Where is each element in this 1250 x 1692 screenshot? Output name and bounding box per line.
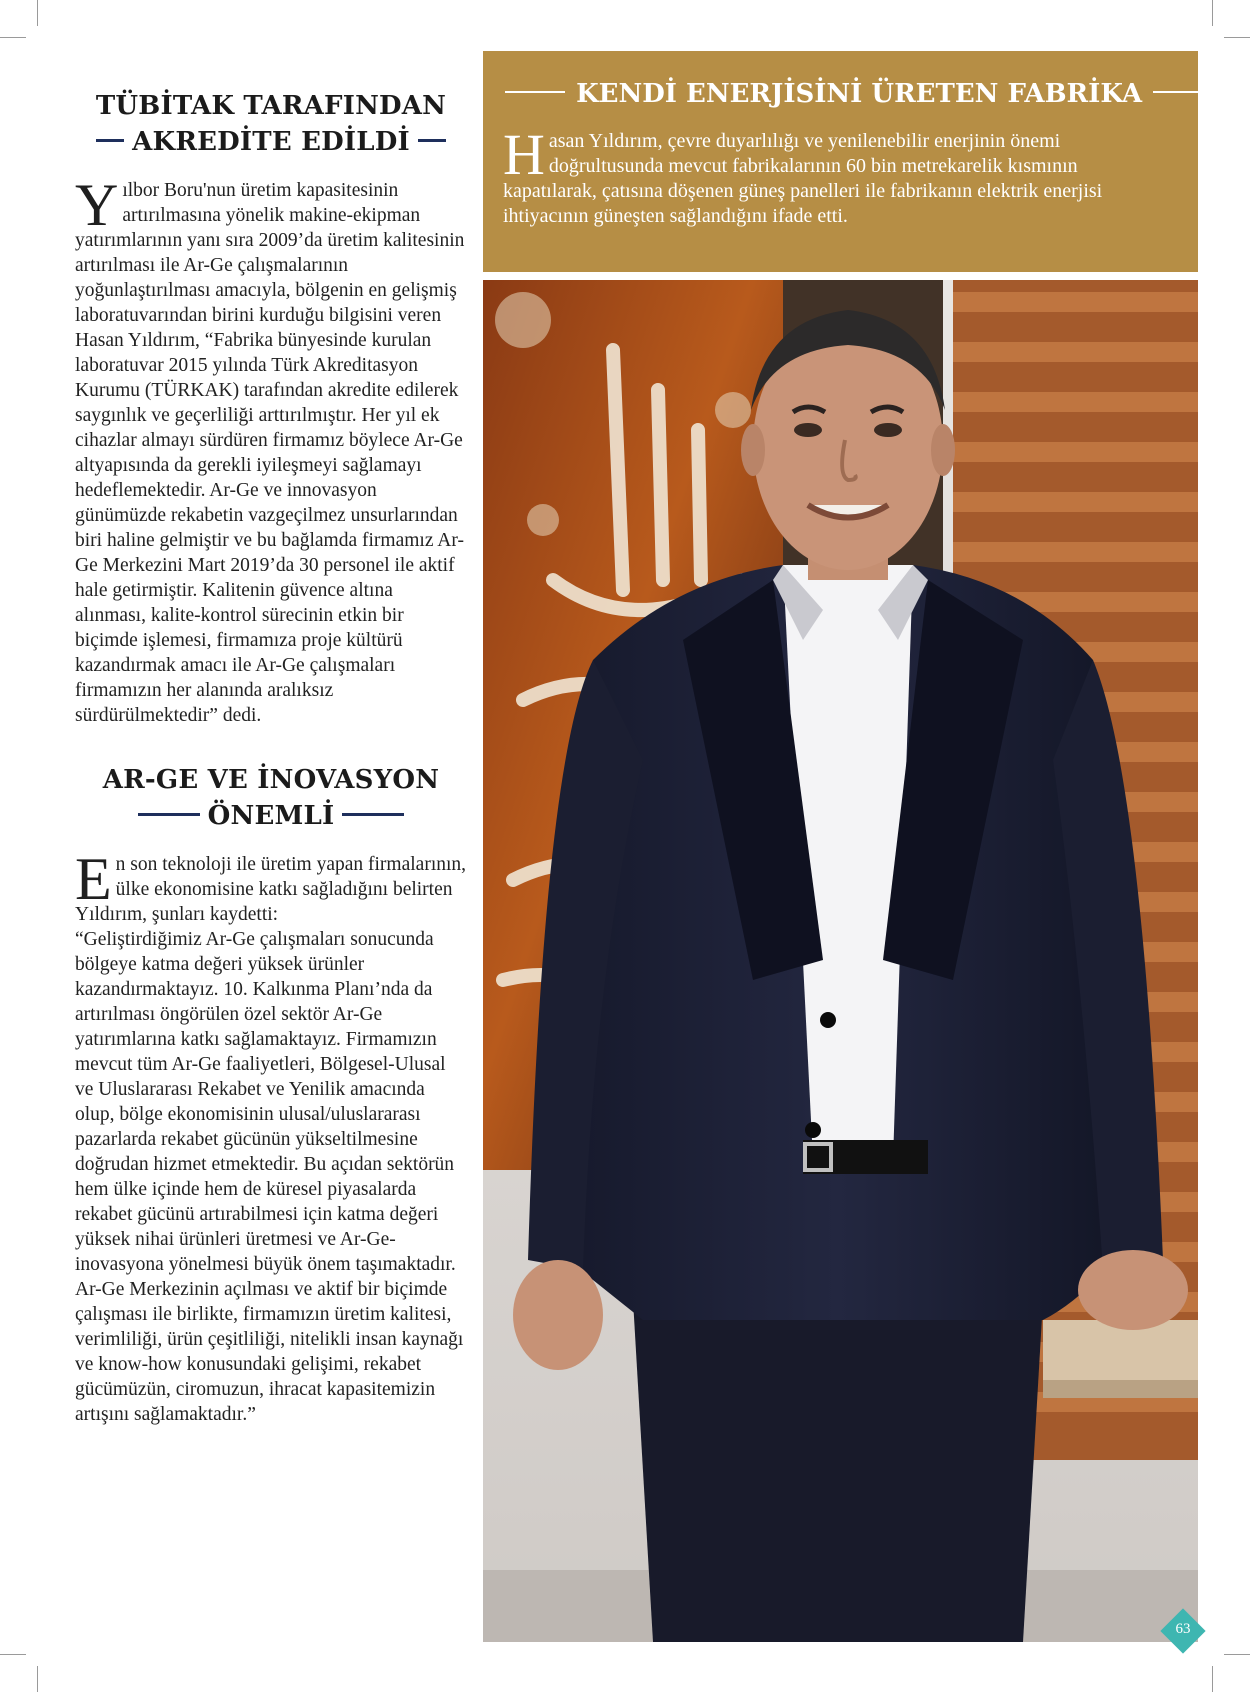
heading-tubitak bbox=[75, 88, 467, 160]
portrait-photo bbox=[483, 280, 1198, 1642]
heading-rule-left bbox=[138, 813, 200, 816]
crop-mark-bottom-left-h bbox=[0, 1654, 26, 1655]
crop-mark-top-left-h bbox=[0, 37, 26, 38]
crop-mark-bottom-left-v bbox=[37, 1666, 38, 1692]
heading-arge bbox=[75, 762, 467, 834]
paragraph-lab bbox=[75, 172, 467, 728]
crop-mark-top-right-h bbox=[1224, 37, 1250, 38]
sidebar-box-title-text: KENDİ ENERJİSİNİ ÜRETEN FABRİKA bbox=[576, 79, 1143, 109]
title-rule-right bbox=[1153, 91, 1213, 93]
heading-rule-left bbox=[96, 139, 124, 142]
heading-rule-right bbox=[342, 813, 404, 816]
paragraph-arge-text: n son teknoloji ile üretim yapan firmalarının, ülke ekonomisine katkı sağladığını belirten Yıldırım, şunları kaydetti: bbox=[75, 854, 467, 925]
paragraph-arge-quote: “Geliştirdiğimiz Ar-Ge çalışmaları sonucunda bölgeye katma değeri yüksek ürünler kazandırmaktayız. 10. Kalkınma Planı’nda da artırılması öngörülen özel sektör Ar-Ge yatırımlarına katkı sağlamaktayız. Firmamızın mevcut tüm Ar-Ge faaliyetleri, Bölgesel-Ulusal ve Uluslararası Rekabet ve Yenilik amacında olup, bölge ekonomisinin ulusal/uluslararası pazarlarda rekabet gücünün yükseltilmesine doğrudan hizmet etmektedir. Bu açıdan sektörün hem ülke içinde hem de küresel piyasalarda rekabet gücünü artırabilmesi için katma değeri yüksek nihai ürünleri üretmesi ve Ar-Ge- inovasyona yönelmesi büyük önem taşımaktadır. Ar-Ge Merkezinin açılması ve aktif bir biçimde çalışması ile birlikte, firmamızın üretim kalitesi, verimliliği, ürün çeşitliliği, nitelikli insan kaynağı ve know-how konusundaki gelişimi, rekabet gücümüzün, ciromuzun, ihracat kapasitemizin artışını sağlamaktadır.” bbox=[75, 929, 464, 1425]
dropcap-y: Y bbox=[75, 172, 119, 238]
dropcap-e: E bbox=[75, 846, 112, 912]
dropcap-h: H bbox=[503, 122, 545, 187]
heading-arge-line2: ÖNEMLİ bbox=[207, 801, 335, 831]
portrait-illustration bbox=[483, 280, 1198, 1642]
heading-tubitak-line1: TÜBİTAK TARAFINDAN bbox=[95, 91, 447, 121]
crop-mark-top-left-v bbox=[37, 0, 38, 26]
heading-arge-line1: AR-GE VE İNOVASYON bbox=[102, 765, 440, 795]
sidebar-box-title bbox=[503, 77, 1176, 111]
page-number-badge bbox=[1160, 1608, 1206, 1654]
heading-tubitak-line2: AKREDİTE EDİLDİ bbox=[132, 127, 410, 157]
sidebar-box-energy bbox=[483, 51, 1198, 272]
sidebar-box-text bbox=[503, 122, 1176, 229]
left-column bbox=[75, 88, 467, 1427]
title-rule-left bbox=[505, 91, 565, 93]
page-number: 63 bbox=[1175, 1621, 1191, 1637]
crop-mark-bottom-right-v bbox=[1212, 1666, 1213, 1692]
crop-mark-top-right-v bbox=[1212, 0, 1213, 26]
paragraph-arge bbox=[75, 846, 467, 1427]
sidebar-box-paragraph: asan Yıldırım, çevre duyarlılığı ve yenilenebilir enerjinin önemi doğrultusunda mevcut fabrikalarının 60 bin metrekarelik kısmının kapatılarak, çatısına döşenen güneş panelleri ile fabrikanın elektrik enerjisi ihtiyacının güneşten sağlandığını ifade etti. bbox=[503, 130, 1103, 227]
heading-rule-right bbox=[418, 139, 446, 142]
crop-mark-bottom-right-h bbox=[1224, 1654, 1250, 1655]
paragraph-lab-text: ılbor Boru'nun üretim kapasitesinin artırılmasına yönelik makine-ekipman yatırımlarının yanı sıra 2009’da üretim kalitesinin artırılması ile Ar-Ge çalışmalarının yoğunlaştırılması amacıyla, bölgenin en gelişmiş laboratuvarından birini kurduğu bilgisini veren Hasan Yıldırım, “Fabrika bünyesinde kurulan laboratuvar 2015 yılında Türk Akreditasyon Kurumu (TÜRKAK) tarafından akredite edilerek saygınlık ve geçerliliği arttırılmıştır. Her yıl ek cihazlar almayı sürdüren firmamız böylece Ar-Ge altyapısında da gerekli iyileşmeyi sağlamayı hedeflemektedir. Ar-Ge ve innovasyon günümüzde rekabetin vazgeçilmez unsurlarından biri haline gelmiştir ve bu bağlamda firmamız Ar-Ge Merkezini Mart 2019’da 30 personel ile aktif hale getirmiştir. Kalitenin güvence altına alınması, kalite-kontrol sürecinin etkin bir biçimde işlemesi, firmamıza proje kültürü kazandırmak amacı ile Ar-Ge çalışmaları firmamızın her alanında aralıksız sürdürülmektedir” dedi. bbox=[75, 180, 465, 726]
